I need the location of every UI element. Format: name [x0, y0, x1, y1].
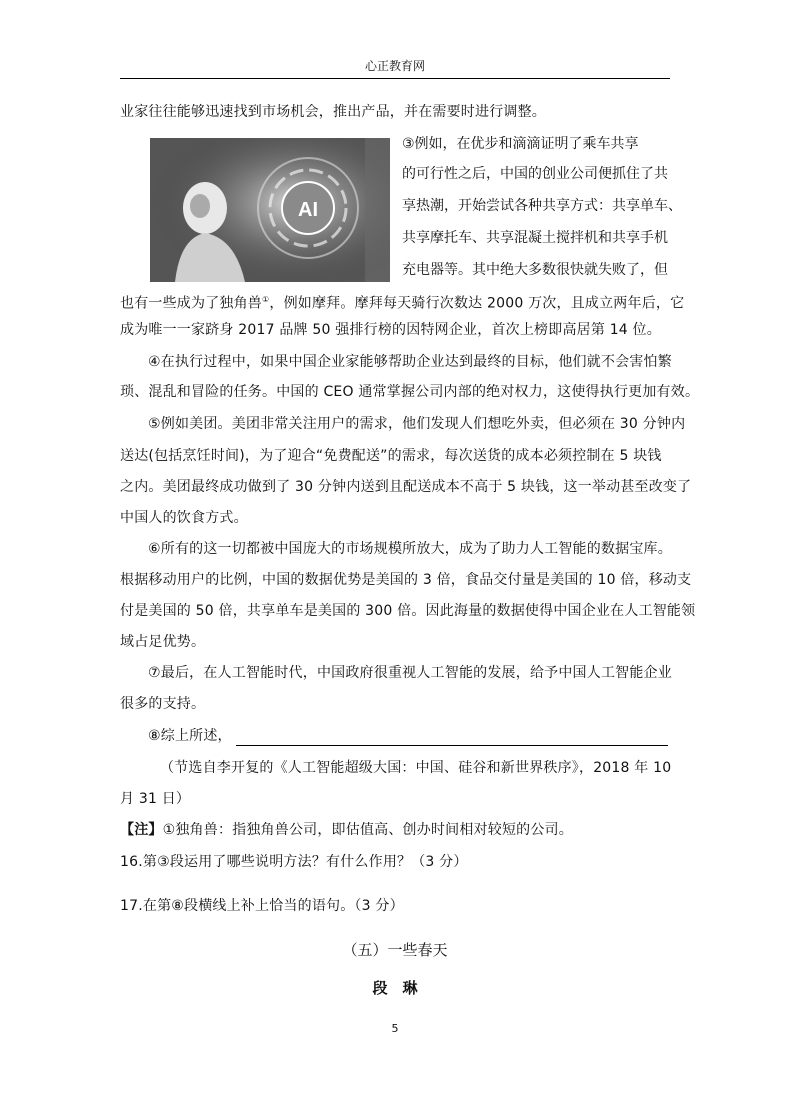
section-title: （五）一些春天	[342, 941, 448, 959]
note-text: ①独角兽：指独角兽公司，即估值高、创办时间相对较短的公司。	[162, 822, 573, 838]
text-line: 中国人的饮食方式。	[120, 510, 248, 526]
text-line	[120, 290, 685, 314]
author: 段 琳	[372, 979, 418, 997]
text-line: 业家往往能够迅速找到市场机会，推出产品，并在需要时进行调整。	[120, 104, 546, 120]
text-line: 根据移动用户的比例，中国的数据优势是美国的 3 倍，食品交付量是美国的 10 倍，移动支	[120, 572, 692, 588]
text-line: ⑦最后，在人工智能时代，中国政府很重视人工智能的发展，给予中国人工智能企业	[148, 665, 672, 681]
text-line: 享热潮，开始尝试各种共享方式：共享单车、	[402, 198, 682, 214]
robot-ai-photo	[150, 138, 390, 282]
footnote-mark: ①	[262, 295, 270, 304]
text-segment: ⑧综上所述，	[148, 728, 232, 744]
note-label: 【注】	[120, 822, 163, 838]
ai-label: AI	[298, 199, 318, 221]
source-line: 月 31 日）	[120, 791, 191, 807]
text-line: 共享摩托车、共享混凝土搅拌机和共享手机	[402, 230, 668, 246]
text-line: 域占足优势。	[120, 634, 206, 650]
question-16: 16.第③段运用了哪些说明方法？有什么作用？（3 分）	[120, 854, 468, 870]
text-segment: ，例如摩拜。摩拜每天骑行次数达 2000 万次，且成立两年后，它	[269, 295, 685, 312]
text-line: 充电器等。其中绝大多数很快就失败了，但	[402, 262, 668, 278]
page-header: 心正教育网	[120, 58, 670, 79]
text-line: ④在执行过程中，如果中国企业家能够帮助企业达到最终的目标，他们就不会害怕繁	[148, 354, 672, 370]
text-line: 成为唯一一家跻身 2017 品牌 50 强排行榜的因特网企业，首次上榜即高居第 14 位。	[120, 322, 661, 338]
text-line: ⑥所有的这一切都被中国庞大的市场规模所放大，成为了助力人工智能的数据宝库。	[148, 541, 672, 557]
text-line: 很多的支持。	[120, 696, 206, 712]
footnote	[120, 820, 670, 840]
text-segment: 也有一些成为了独角兽	[120, 295, 262, 312]
text-line: 的可行性之后，中国的创业公司便抓住了共	[402, 166, 668, 182]
source-line: （节选自李开复的《人工智能超级大国：中国、硅谷和新世界秩序》，2018 年 10	[160, 760, 672, 776]
answer-blank[interactable]	[236, 731, 668, 746]
text-line: ③例如，在优步和滴滴证明了乘车共享	[402, 136, 639, 152]
robot-ai-illustration	[150, 138, 390, 282]
text-line: 之内。美团最终成功做到了 30 分钟内送到且配送成本不高于 5 块钱，这一举动甚至改变了	[120, 479, 692, 495]
text-line: 琐、混乱和冒险的任务。中国的 CEO 通常掌握公司内部的绝对权力，这使得执行更加有效。	[120, 384, 700, 400]
text-line: ⑤例如美团。美团非常关注用户的需求，他们发现人们想吃外卖，但必须在 30 分钟内	[148, 416, 686, 432]
question-17: 17.在第⑧段横线上补上恰当的语句。（3 分）	[120, 898, 404, 914]
page-number: 5	[391, 1022, 399, 1035]
text-line	[148, 726, 670, 746]
text-line: 送达(包括烹饪时间)，为了迎合“免费配送”的需求，每次送货的成本必须控制在 5 块钱	[120, 448, 662, 464]
text-line: 付是美国的 50 倍，共享单车是美国的 300 倍。因此海量的数据使得中国企业在人工智能领	[120, 603, 696, 619]
